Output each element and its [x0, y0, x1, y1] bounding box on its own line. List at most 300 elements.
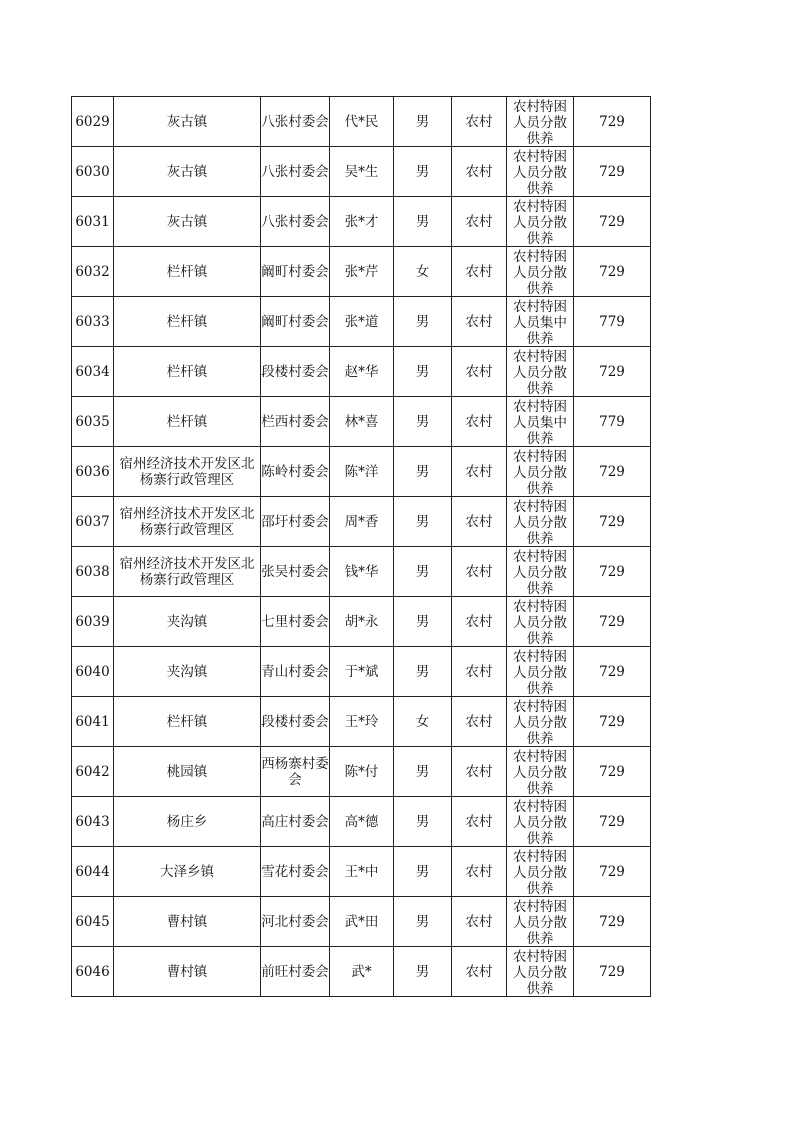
town-name-cell [114, 247, 261, 297]
village-committee: 河北村委会 [261, 913, 329, 930]
town-name-cell [114, 297, 261, 347]
village-committee-cell [261, 947, 330, 997]
sex-cell [394, 147, 452, 197]
person-name: 张*芹 [344, 263, 379, 280]
person-name-cell [330, 447, 394, 497]
residence-type: 农村 [465, 513, 493, 530]
assistance-category-cell [507, 397, 574, 447]
town-name: 曹村镇 [166, 913, 208, 930]
village-committee: 段楼村委会 [261, 713, 329, 730]
town-name-cell [114, 97, 261, 147]
record-number-cell [72, 197, 114, 247]
sex: 女 [415, 263, 430, 280]
village-committee-cell [261, 297, 330, 347]
sex-cell [394, 697, 452, 747]
residence-type-cell [452, 247, 507, 297]
monthly-amount-cell [574, 847, 651, 897]
table-row [72, 647, 651, 697]
sex: 男 [415, 363, 430, 380]
record-number-cell [72, 747, 114, 797]
village-committee-cell [261, 147, 330, 197]
town-name: 宿州经济技术开发区北杨寨行政管理区 [119, 455, 255, 488]
assistance-category: 农村特困人员分散供养 [513, 599, 567, 646]
residence-type-cell [452, 197, 507, 247]
sex-cell [394, 597, 452, 647]
residence-type: 农村 [465, 163, 493, 180]
record-number-cell [72, 847, 114, 897]
residence-type: 农村 [465, 763, 493, 780]
person-name-cell [330, 697, 394, 747]
village-committee: 前旺村委会 [261, 963, 329, 980]
sex: 女 [415, 713, 430, 730]
record-number: 6034 [75, 363, 110, 380]
sex: 男 [415, 863, 430, 880]
town-name-cell [114, 197, 261, 247]
village-committee: 邵圩村委会 [261, 513, 329, 530]
village-committee-cell [261, 347, 330, 397]
monthly-amount: 779 [599, 313, 625, 330]
monthly-amount-cell [574, 397, 651, 447]
village-committee-cell [261, 747, 330, 797]
town-name: 桃园镇 [166, 763, 208, 780]
person-name: 张*才 [344, 213, 379, 230]
table-row [72, 347, 651, 397]
record-number-cell [72, 247, 114, 297]
assistance-category: 农村特困人员分散供养 [513, 449, 567, 496]
person-name-cell [330, 647, 394, 697]
person-name-cell [330, 797, 394, 847]
sex: 男 [415, 813, 430, 830]
record-number-cell [72, 897, 114, 947]
assistance-category-cell [507, 247, 574, 297]
record-number-cell [72, 797, 114, 847]
assistance-category-cell [507, 797, 574, 847]
sex: 男 [415, 113, 430, 130]
village-committee: 高庄村委会 [261, 813, 329, 830]
town-name: 杨庄乡 [166, 813, 208, 830]
person-name: 高*德 [344, 813, 379, 830]
record-number: 6037 [75, 513, 110, 530]
assistance-roster-table [71, 96, 651, 997]
table-row [72, 847, 651, 897]
sex: 男 [415, 663, 430, 680]
residence-type: 农村 [465, 913, 493, 930]
residence-type-cell [452, 647, 507, 697]
sex-cell [394, 197, 452, 247]
village-committee: 青山村委会 [261, 663, 329, 680]
sex-cell [394, 847, 452, 897]
person-name: 武* [351, 963, 372, 980]
town-name-cell [114, 347, 261, 397]
person-name: 赵*华 [344, 363, 379, 380]
sex: 男 [415, 463, 430, 480]
village-committee-cell [261, 797, 330, 847]
town-name-cell [114, 647, 261, 697]
town-name-cell [114, 947, 261, 997]
assistance-category-cell [507, 747, 574, 797]
residence-type-cell [452, 747, 507, 797]
village-committee-cell [261, 447, 330, 497]
table-row [72, 747, 651, 797]
village-committee: 雪花村委会 [261, 863, 329, 880]
monthly-amount-cell [574, 97, 651, 147]
village-committee-cell [261, 197, 330, 247]
residence-type-cell [452, 147, 507, 197]
assistance-category: 农村特困人员分散供养 [513, 899, 567, 946]
record-number: 6043 [75, 813, 110, 830]
assistance-category: 农村特困人员集中供养 [513, 399, 567, 446]
residence-type-cell [452, 447, 507, 497]
town-name: 灰古镇 [166, 213, 208, 230]
monthly-amount: 729 [599, 763, 625, 780]
town-name-cell [114, 147, 261, 197]
monthly-amount: 729 [599, 913, 625, 930]
sex-cell [394, 297, 452, 347]
table-row [72, 547, 651, 597]
sex-cell [394, 647, 452, 697]
monthly-amount: 729 [599, 713, 625, 730]
table-row [72, 97, 651, 147]
assistance-category: 农村特困人员分散供养 [513, 249, 567, 296]
table-row [72, 197, 651, 247]
monthly-amount: 729 [599, 613, 625, 630]
residence-type-cell [452, 847, 507, 897]
person-name-cell [330, 247, 394, 297]
village-committee-cell [261, 497, 330, 547]
sex: 男 [415, 913, 430, 930]
assistance-category: 农村特困人员分散供养 [513, 149, 567, 196]
sex: 男 [415, 763, 430, 780]
person-name: 吴*生 [344, 163, 379, 180]
sex: 男 [415, 213, 430, 230]
record-number: 6038 [75, 563, 110, 580]
village-committee-cell [261, 397, 330, 447]
town-name: 夹沟镇 [166, 613, 208, 630]
person-name-cell [330, 897, 394, 947]
town-name-cell [114, 397, 261, 447]
person-name-cell [330, 297, 394, 347]
record-number-cell [72, 347, 114, 397]
sex: 男 [415, 513, 430, 530]
residence-type-cell [452, 497, 507, 547]
residence-type: 农村 [465, 863, 493, 880]
village-committee: 段楼村委会 [261, 363, 329, 380]
monthly-amount-cell [574, 297, 651, 347]
residence-type-cell [452, 697, 507, 747]
record-number-cell [72, 397, 114, 447]
person-name-cell [330, 197, 394, 247]
person-name: 胡*永 [344, 613, 379, 630]
monthly-amount: 729 [599, 463, 625, 480]
record-number: 6035 [75, 413, 110, 430]
assistance-category: 农村特困人员分散供养 [513, 99, 567, 146]
sex: 男 [415, 313, 430, 330]
town-name-cell [114, 547, 261, 597]
residence-type: 农村 [465, 663, 493, 680]
monthly-amount: 729 [599, 113, 625, 130]
town-name: 大泽乡镇 [160, 863, 214, 880]
monthly-amount-cell [574, 747, 651, 797]
assistance-category: 农村特困人员分散供养 [513, 549, 567, 596]
residence-type: 农村 [465, 113, 493, 130]
town-name: 宿州经济技术开发区北杨寨行政管理区 [119, 505, 255, 538]
person-name-cell [330, 97, 394, 147]
person-name: 王*中 [344, 863, 379, 880]
assistance-category: 农村特困人员分散供养 [513, 649, 567, 696]
assistance-category: 农村特困人员分散供养 [513, 799, 567, 846]
residence-type-cell [452, 347, 507, 397]
village-committee-cell [261, 697, 330, 747]
record-number-cell [72, 697, 114, 747]
village-committee: 八张村委会 [261, 113, 329, 130]
sex: 男 [415, 413, 430, 430]
town-name-cell [114, 497, 261, 547]
residence-type: 农村 [465, 713, 493, 730]
person-name-cell [330, 347, 394, 397]
monthly-amount-cell [574, 497, 651, 547]
town-name: 栏杆镇 [166, 363, 208, 380]
record-number: 6032 [75, 263, 110, 280]
village-committee: 张吴村委会 [261, 563, 329, 580]
assistance-category-cell [507, 847, 574, 897]
monthly-amount-cell [574, 897, 651, 947]
residence-type-cell [452, 397, 507, 447]
assistance-category-cell [507, 897, 574, 947]
monthly-amount: 729 [599, 263, 625, 280]
record-number: 6036 [75, 463, 110, 480]
table-row [72, 397, 651, 447]
monthly-amount: 729 [599, 963, 625, 980]
record-number: 6046 [75, 963, 110, 980]
sex-cell [394, 797, 452, 847]
table-row [72, 697, 651, 747]
record-number-cell [72, 647, 114, 697]
assistance-category-cell [507, 697, 574, 747]
table-row [72, 247, 651, 297]
village-committee-cell [261, 547, 330, 597]
table-row [72, 297, 651, 347]
assistance-category-cell [507, 347, 574, 397]
table-row [72, 447, 651, 497]
record-number: 6039 [75, 613, 110, 630]
person-name: 王*玲 [344, 713, 379, 730]
assistance-category-cell [507, 647, 574, 697]
residence-type-cell [452, 297, 507, 347]
sex: 男 [415, 963, 430, 980]
person-name: 林*喜 [344, 413, 379, 430]
assistance-category: 农村特困人员分散供养 [513, 749, 567, 796]
town-name: 灰古镇 [166, 163, 208, 180]
record-number: 6041 [75, 713, 110, 730]
record-number: 6040 [75, 663, 110, 680]
table-row [72, 797, 651, 847]
monthly-amount: 729 [599, 513, 625, 530]
assistance-category-cell [507, 547, 574, 597]
person-name: 武*田 [344, 913, 379, 930]
record-number-cell [72, 947, 114, 997]
person-name: 陈*付 [344, 763, 379, 780]
assistance-category-cell [507, 297, 574, 347]
village-committee: 阚町村委会 [261, 263, 329, 280]
monthly-amount-cell [574, 947, 651, 997]
residence-type: 农村 [465, 413, 493, 430]
record-number: 6031 [75, 213, 110, 230]
monthly-amount-cell [574, 547, 651, 597]
record-number-cell [72, 447, 114, 497]
monthly-amount: 729 [599, 363, 625, 380]
person-name-cell [330, 747, 394, 797]
sex: 男 [415, 563, 430, 580]
monthly-amount-cell [574, 697, 651, 747]
residence-type: 农村 [465, 963, 493, 980]
town-name: 灰古镇 [166, 113, 208, 130]
village-committee: 陈岭村委会 [261, 463, 329, 480]
person-name-cell [330, 497, 394, 547]
assistance-category-cell [507, 97, 574, 147]
sex: 男 [415, 613, 430, 630]
record-number-cell [72, 597, 114, 647]
person-name-cell [330, 147, 394, 197]
monthly-amount: 779 [599, 413, 625, 430]
record-number: 6033 [75, 313, 110, 330]
person-name-cell [330, 847, 394, 897]
sex-cell [394, 897, 452, 947]
assistance-category-cell [507, 447, 574, 497]
village-committee: 西杨寨村委会 [261, 755, 329, 788]
town-name: 曹村镇 [166, 963, 208, 980]
person-name-cell [330, 947, 394, 997]
record-number-cell [72, 547, 114, 597]
town-name-cell [114, 447, 261, 497]
residence-type-cell [452, 547, 507, 597]
town-name-cell [114, 897, 261, 947]
table-row [72, 947, 651, 997]
sex-cell [394, 947, 452, 997]
sex-cell [394, 247, 452, 297]
town-name: 夹沟镇 [166, 663, 208, 680]
sex-cell [394, 747, 452, 797]
residence-type-cell [452, 897, 507, 947]
monthly-amount-cell [574, 647, 651, 697]
person-name: 周*香 [344, 513, 379, 530]
record-number: 6029 [75, 113, 110, 130]
town-name-cell [114, 747, 261, 797]
sex-cell [394, 97, 452, 147]
residence-type: 农村 [465, 213, 493, 230]
sex-cell [394, 497, 452, 547]
residence-type: 农村 [465, 313, 493, 330]
assistance-category-cell [507, 947, 574, 997]
record-number-cell [72, 497, 114, 547]
sex-cell [394, 547, 452, 597]
assistance-category: 农村特困人员分散供养 [513, 949, 567, 996]
record-number-cell [72, 97, 114, 147]
village-committee: 八张村委会 [261, 213, 329, 230]
village-committee-cell [261, 247, 330, 297]
monthly-amount-cell [574, 597, 651, 647]
monthly-amount: 729 [599, 813, 625, 830]
table-row [72, 597, 651, 647]
village-committee: 八张村委会 [261, 163, 329, 180]
town-name-cell [114, 847, 261, 897]
town-name-cell [114, 597, 261, 647]
residence-type: 农村 [465, 463, 493, 480]
sex-cell [394, 347, 452, 397]
monthly-amount: 729 [599, 663, 625, 680]
town-name: 栏杆镇 [166, 313, 208, 330]
residence-type-cell [452, 797, 507, 847]
monthly-amount-cell [574, 447, 651, 497]
person-name: 代*民 [344, 113, 379, 130]
village-committee-cell [261, 897, 330, 947]
record-number: 6045 [75, 913, 110, 930]
monthly-amount: 729 [599, 163, 625, 180]
assistance-category: 农村特困人员分散供养 [513, 199, 567, 246]
person-name-cell [330, 547, 394, 597]
town-name-cell [114, 697, 261, 747]
assistance-category: 农村特困人员分散供养 [513, 499, 567, 546]
sex: 男 [415, 163, 430, 180]
residence-type-cell [452, 597, 507, 647]
sex-cell [394, 397, 452, 447]
village-committee-cell [261, 847, 330, 897]
monthly-amount-cell [574, 347, 651, 397]
assistance-category-cell [507, 597, 574, 647]
monthly-amount-cell [574, 197, 651, 247]
residence-type-cell [452, 97, 507, 147]
assistance-category: 农村特困人员分散供养 [513, 849, 567, 896]
record-number-cell [72, 297, 114, 347]
residence-type: 农村 [465, 613, 493, 630]
residence-type: 农村 [465, 813, 493, 830]
monthly-amount: 729 [599, 563, 625, 580]
person-name-cell [330, 397, 394, 447]
village-committee-cell [261, 597, 330, 647]
residence-type: 农村 [465, 263, 493, 280]
table-row [72, 897, 651, 947]
town-name: 栏杆镇 [166, 413, 208, 430]
assistance-category-cell [507, 147, 574, 197]
assistance-category: 农村特困人员集中供养 [513, 299, 567, 346]
table-row [72, 147, 651, 197]
monthly-amount-cell [574, 247, 651, 297]
assistance-category-cell [507, 197, 574, 247]
person-name-cell [330, 597, 394, 647]
village-committee: 七里村委会 [261, 613, 329, 630]
town-name-cell [114, 797, 261, 847]
record-number: 6044 [75, 863, 110, 880]
assistance-category: 农村特困人员分散供养 [513, 349, 567, 396]
record-number: 6042 [75, 763, 110, 780]
person-name: 张*道 [344, 313, 379, 330]
town-name: 宿州经济技术开发区北杨寨行政管理区 [119, 555, 255, 588]
monthly-amount: 729 [599, 213, 625, 230]
table-row [72, 497, 651, 547]
record-number-cell [72, 147, 114, 197]
record-number: 6030 [75, 163, 110, 180]
town-name: 栏杆镇 [166, 713, 208, 730]
village-committee: 阚町村委会 [261, 313, 329, 330]
residence-type-cell [452, 947, 507, 997]
monthly-amount-cell [574, 797, 651, 847]
monthly-amount: 729 [599, 863, 625, 880]
sex-cell [394, 447, 452, 497]
residence-type: 农村 [465, 363, 493, 380]
village-committee-cell [261, 647, 330, 697]
village-committee: 栏西村委会 [261, 413, 329, 430]
person-name: 于*斌 [344, 663, 379, 680]
monthly-amount-cell [574, 147, 651, 197]
